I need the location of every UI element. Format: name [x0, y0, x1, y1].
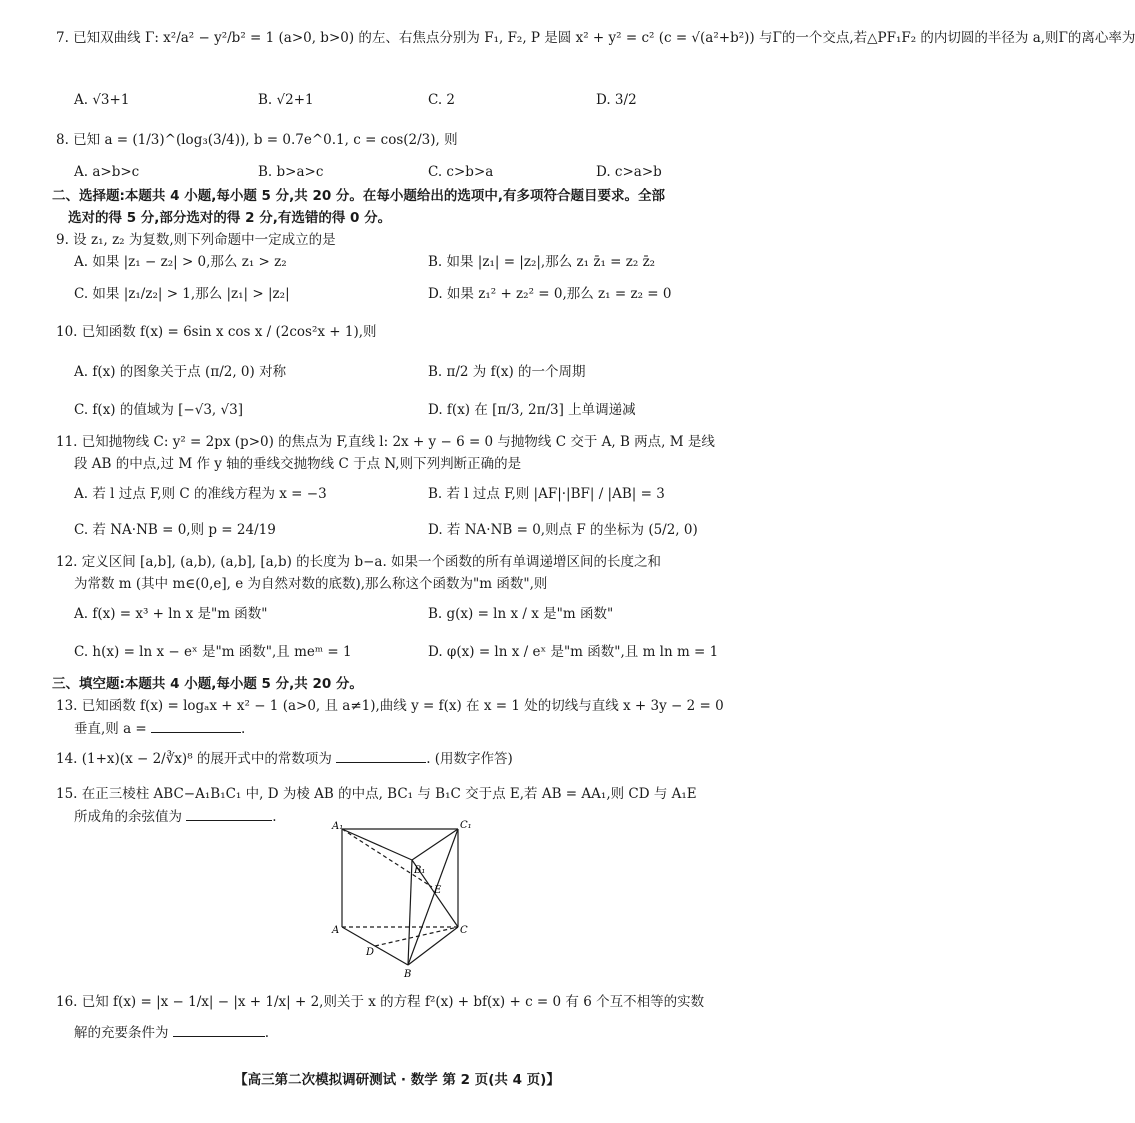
q16-stem: 16. 已知 f(x) = |x − 1/x| − |x + 1/x| + 2,则关于 x 的方程 f²(x) + bf(x) + c = 0 有 6 个互不相等的实数 — [56, 994, 705, 1010]
q14-stem-text: 14. (1+x)(x − 2/∛x)⁸ 的展开式中的常数项为 — [56, 751, 337, 767]
q13-answer-blank[interactable] — [151, 718, 241, 733]
page-footer: 【高三第二次模拟调研测试 · 数学 第 2 页(共 4 页)】 — [234, 1072, 560, 1088]
q7-option-a: A. √3+1 — [74, 92, 130, 108]
q14-stem-end: . (用数字作答) — [426, 751, 513, 767]
q12-option-c: C. h(x) = ln x − eˣ 是"m 函数",且 meᵐ = 1 — [74, 644, 352, 660]
q13-stem-cont — [74, 718, 245, 739]
q10-option-b: B. π/2 为 f(x) 的一个周期 — [428, 364, 586, 380]
q9-option-c: C. 如果 |z₁/z₂| > 1,那么 |z₁| > |z₂| — [74, 286, 290, 302]
q8-option-b: B. b>a>c — [258, 164, 324, 180]
q9-option-a: A. 如果 |z₁ − z₂| > 0,那么 z₁ > z₂ — [74, 254, 287, 270]
q7-option-d: D. 3/2 — [596, 92, 637, 108]
q13-stem-cont-text: 垂直,则 a = — [74, 721, 152, 737]
q8-stem: 8. 已知 a = (1/3)^(log₃(3/4)), b = 0.7e^0.1, c = cos(2/3), 则 — [56, 132, 458, 148]
q12-option-a: A. f(x) = x³ + ln x 是"m 函数" — [74, 606, 268, 622]
q16-stem-cont — [74, 1022, 269, 1043]
q8-option-c: C. c>b>a — [428, 164, 494, 180]
q7-option-c: C. 2 — [428, 92, 456, 108]
q14-stem — [56, 748, 513, 769]
label-a1: A₁ — [332, 821, 344, 832]
q8-option-d: D. c>a>b — [596, 164, 662, 180]
q8-option-a: A. a>b>c — [74, 164, 140, 180]
q15-stem-cont — [74, 806, 277, 827]
q13-stem: 13. 已知函数 f(x) = logₐx + x² − 1 (a>0, 且 a≠1),曲线 y = f(x) 在 x = 1 处的切线与直线 x + 3y − 2 = 0 — [56, 698, 724, 714]
q10-option-a: A. f(x) 的图象关于点 (π/2, 0) 对称 — [74, 364, 287, 380]
section2-header: 二、选择题:本题共 4 小题,每小题 5 分,共 20 分。在每小题给出的选项中,有多项符合题目要求。全部 — [52, 188, 666, 204]
q11-option-a: A. 若 l 过点 F,则 C 的准线方程为 x = −3 — [74, 486, 327, 502]
q13-stem-end: . — [241, 721, 246, 737]
q11-stem: 11. 已知抛物线 C: y² = 2px (p>0) 的焦点为 F,直线 l: 2x + y − 6 = 0 与抛物线 C 交于 A, B 两点, M 是线 — [56, 434, 715, 450]
q10-stem: 10. 已知函数 f(x) = 6sin x cos x / (2cos²x + 1),则 — [56, 324, 377, 340]
q15-answer-blank[interactable] — [186, 806, 272, 821]
q16-stem-cont-text: 解的充要条件为 — [74, 1025, 173, 1041]
q9-option-d: D. 如果 z₁² + z₂² = 0,那么 z₁ = z₂ = 0 — [428, 286, 672, 302]
q10-option-d: D. f(x) 在 [π/3, 2π/3] 上单调递减 — [428, 402, 636, 418]
q12-stem-cont: 为常数 m (其中 m∈(0,e], e 为自然对数的底数),那么称这个函数为"m 函数",则 — [74, 576, 548, 592]
q9-option-b: B. 如果 |z₁| = |z₂|,那么 z₁ z̄₁ = z₂ z̄₂ — [428, 254, 656, 270]
section3-header: 三、填空题:本题共 4 小题,每小题 5 分,共 20 分。 — [52, 676, 363, 692]
label-d: D — [366, 947, 375, 958]
q15-stem: 15. 在正三棱柱 ABC−A₁B₁C₁ 中, D 为棱 AB 的中点, BC₁ 与 B₁C 交于点 E,若 AB = AA₁,则 CD 与 A₁E — [56, 786, 697, 802]
q9-stem: 9. 设 z₁, z₂ 为复数,则下列命题中一定成立的是 — [56, 232, 336, 248]
q14-answer-blank[interactable] — [336, 748, 426, 763]
q11-option-c: C. 若 NA·NB = 0,则 p = 24/19 — [74, 522, 276, 538]
q11-option-d: D. 若 NA·NB = 0,则点 F 的坐标为 (5/2, 0) — [428, 522, 698, 538]
q16-answer-blank[interactable] — [173, 1022, 265, 1037]
prism-figure — [320, 815, 490, 980]
q15-stem-cont-text: 所成角的余弦值为 — [74, 809, 187, 825]
q16-stem-end: . — [264, 1025, 270, 1041]
label-c: C — [460, 925, 468, 936]
q11-option-b: B. 若 l 过点 F,则 |AF|·|BF| / |AB| = 3 — [428, 486, 665, 502]
label-c1: C₁ — [460, 820, 472, 831]
q10-option-c: C. f(x) 的值域为 [−√3, √3] — [74, 402, 243, 418]
label-e: E — [434, 885, 442, 896]
label-b: B — [404, 969, 412, 980]
section2-header-cont: 选对的得 5 分,部分选对的得 2 分,有选错的得 0 分。 — [68, 210, 392, 226]
q15-stem-end: . — [272, 809, 277, 825]
q11-stem-cont: 段 AB 的中点,过 M 作 y 轴的垂线交抛物线 C 于点 N,则下列判断正确的是 — [74, 456, 522, 472]
q7-option-b: B. √2+1 — [258, 92, 314, 108]
label-b1: B₁ — [414, 865, 426, 876]
q12-option-d: D. φ(x) = ln x / eˣ 是"m 函数",且 m ln m = 1 — [428, 644, 719, 660]
label-a: A — [332, 925, 340, 936]
q12-option-b: B. g(x) = ln x / x 是"m 函数" — [428, 606, 614, 622]
q12-stem: 12. 定义区间 [a,b], (a,b), (a,b], [a,b) 的长度为 b−a. 如果一个函数的所有单调递增区间的长度之和 — [56, 554, 662, 570]
q7-stem: 7. 已知双曲线 Γ: x²/a² − y²/b² = 1 (a>0, b>0) 的左、右焦点分别为 F₁, F₂, P 是圆 x² + y² = c² (c = √(a²+b²)) 与Γ的一个交点,若△PF₁F₂ 的内切圆的半径为 a,则Γ的离心率为 — [56, 30, 1135, 46]
